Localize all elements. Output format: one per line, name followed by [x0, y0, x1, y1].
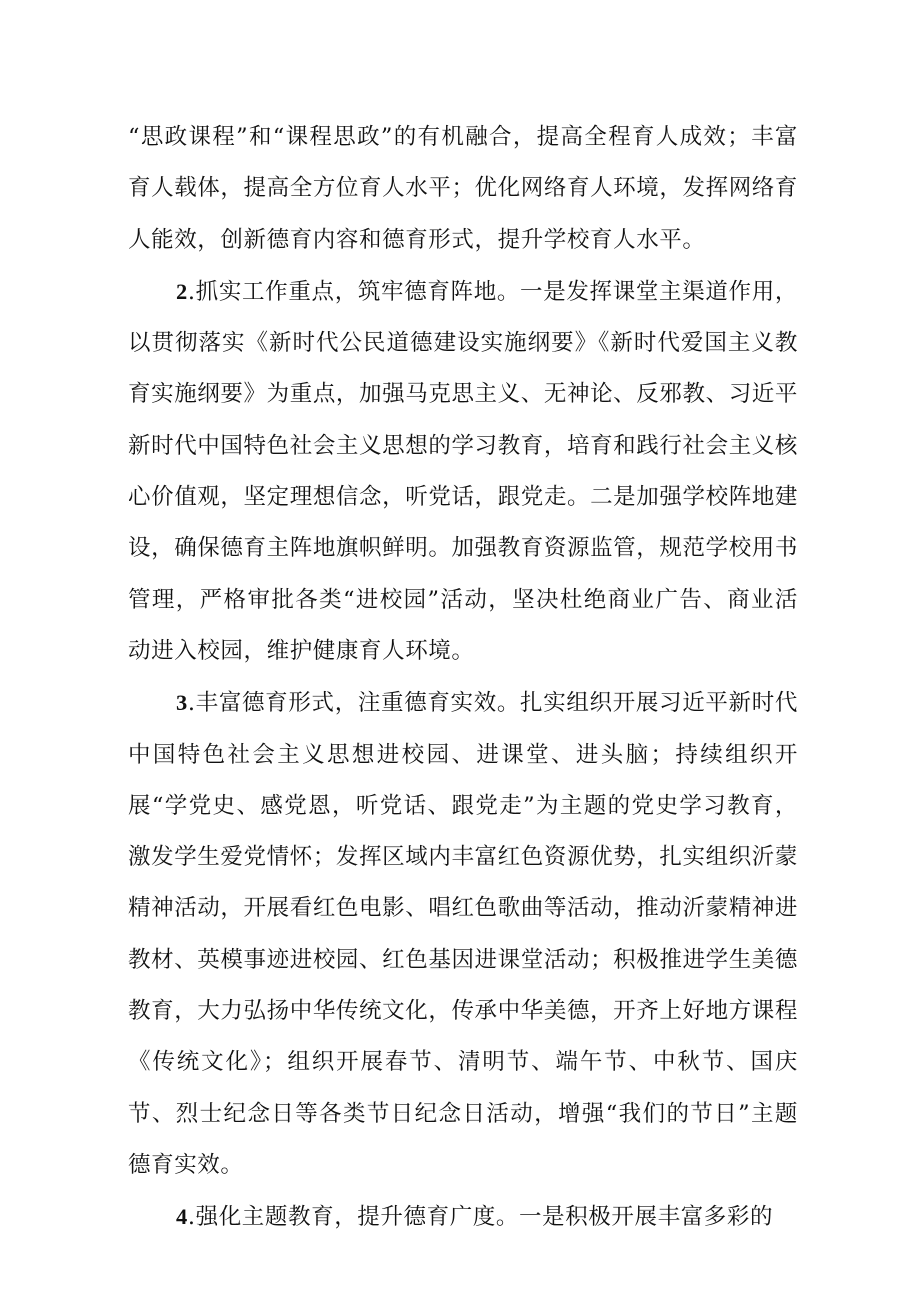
paragraph-2 — [128, 266, 798, 677]
paragraph-4 — [128, 1191, 798, 1243]
paragraph-3 — [128, 677, 798, 1191]
paragraph-text: .强化主题教育，提升德育广度。一是积极开展丰富多彩的 — [187, 1204, 774, 1231]
paragraph-number: 3 — [176, 690, 188, 716]
paragraph-1 — [128, 112, 798, 266]
paragraph-text: .抓实工作重点，筑牢德育阵地。一是发挥课堂主渠道作用，以贯彻落实《新时代公民道德建设实施纲要》《新时代爱国主义教育实施纲要》为重点，加强马克思主义、无神论、反邪教、习近平新时代中国特色社会主义思想的学习教育，培育和践行社会主义核心价值观，坚定理想信念，听党话，跟党走。二是加强学校阵地建设，确保德育主阵地旗帜鲜明。加强教育资源监管，规范学校用书管理，严格审批各类“进校园”活动，坚决杜绝商业广告、商业活动进入校园，维护健康育人环境。 — [128, 278, 798, 664]
paragraph-text: .丰富德育形式，注重德育实效。扎实组织开展习近平新时代中国特色社会主义思想进校园、进课堂、进头脑；持续组织开展“学党史、感党恩，听党话、跟党走”为主题的党史学习教育，激发学生爱党情怀；发挥区域内丰富红色资源优势，扎实组织沂蒙精神活动，开展看红色电影、唱红色歌曲等活动，推动沂蒙精神进教材、英模事迹进校园、红色基因进课堂活动；积极推进学生美德教育，大力弘扬中华传统文化，传承中华美德，开齐上好地方课程《传统文化》；组织开展春节、清明节、端午节、中秋节、国庆节、烈士纪念日等各类节日纪念日活动，增强“我们的节日”主题德育实效。 — [128, 690, 798, 1178]
paragraph-number: 2 — [176, 278, 188, 304]
document-body — [128, 112, 798, 1244]
paragraph-number: 4 — [176, 1204, 188, 1230]
paragraph-text: “思政课程”和“课程思政”的有机融合，提高全程育人成效；丰富育人载体，提高全方位育人水平；优化网络育人环境，发挥网络育人能效，创新德育内容和德育形式，提升学校育人水平。 — [128, 124, 798, 253]
